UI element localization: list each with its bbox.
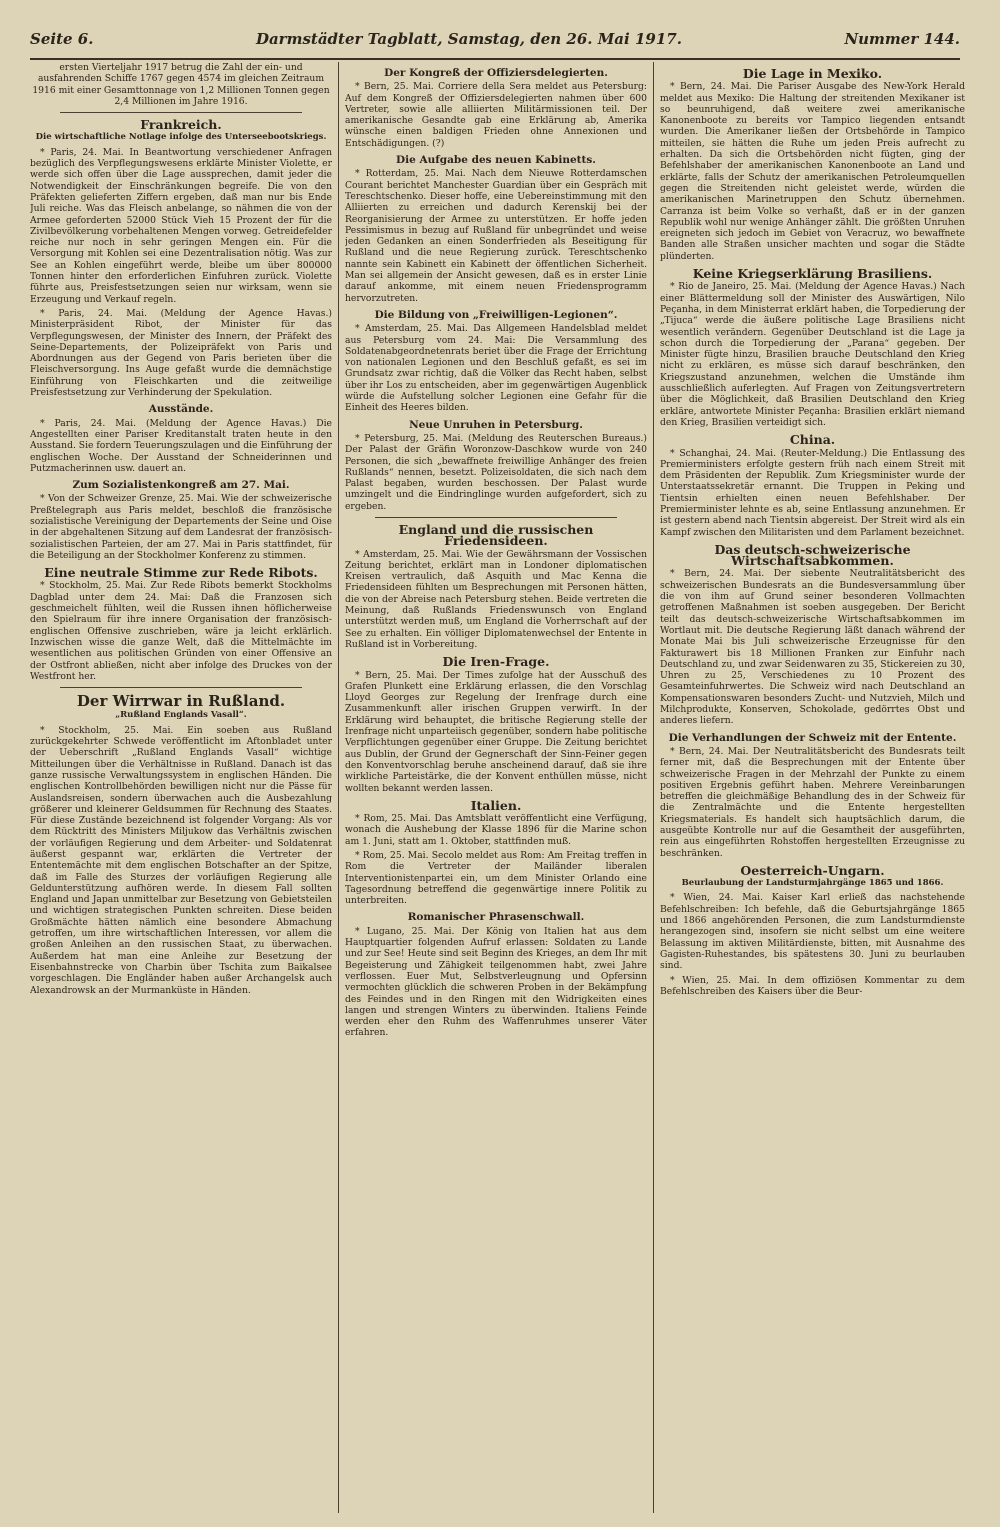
article-heading: Eine neutrale Stimme zur Rede Ribots.	[44, 565, 318, 581]
article-text: * Rom, 25. Mai. Das Amtsblatt veröffentlicht eine Verfügung, wonach die Aushebung der Klasse 1896 für die Marine schon am 1. Juni, statt am 1. Oktober, stattfinden muß.	[345, 813, 647, 847]
newspaper-title: Darmstädter Tagblatt, Samstag, den 26. Mai 1917.	[255, 30, 682, 48]
section-heading: Das deutsch-schweizerische Wirtschaftsabkommen.	[714, 541, 911, 569]
separator	[60, 112, 302, 113]
article-text: ersten Vierteljahr 1917 betrug die Zahl der ein- und ausfahrenden Schiffe 1767 gegen 4574 im gleichen Zeitraum 1916 mit einer Gesamttonnage von 1,2 Millionen Tonnen gegen 2,4 Millionen im Jahre 1916.	[32, 62, 330, 107]
article-text: * Bern, 24. Mai. Der Neutralitätsbericht des Bundesrats teilt ferner mit, daß die Besprechungen mit der Entente über schweizerische Fragen in der Mehrzahl der Punkte zu einem positiven Ergebnis geführt haben. Mehrere Vereinbarungen betreffen die gleichmäßige Behandlung des in der Schweiz für die Zentralmächte und die Entente hergestellten Kriegsmaterials. Es handelt sich hauptsächlich darum, die ausgeübte Kontrolle nur auf die Gesamtheit der ausgeführten, rein aus eingeführten Rohstoffen hergestellten Erzeugnisse zu beschränken.	[660, 745, 965, 859]
article-text: * Bern, 25. Mai. Corriere della Sera meldet aus Petersburg: Auf dem Kongreß der Offiziersdelegierten nahmen über 600 Vertreter, sowie alle alliierten Militärmissionen teil. Der amerikanische Gesandte gab eine Erklärung ab, Amerika wünsche einen baldigen Frieden ohne Annexionen und Entschädigungen. (?)	[345, 81, 647, 149]
column-divider	[653, 62, 654, 1513]
page-number: Seite 6.	[30, 30, 94, 48]
section-heading: Frankreich.	[140, 117, 222, 133]
column-2	[345, 62, 647, 1517]
article-heading: Zum Sozialistenkongreß am 27. Mai.	[72, 479, 290, 492]
article-text: * Petersburg, 25. Mai. (Meldung des Reuterschen Bureaus.) Der Palast der Gräfin Woronzow-Daschkow wurde von 240 Personen, die sich „bewaffnete freiwillige Anhänger des freien Rußlands“ nennen, besetzt. Polizeisoldaten, die sich nach dem Palast begaben, wurden beschossen. Der Palast wurde umzingelt und die Eindringlinge wurden aufgefordert, sich zu ergeben.	[345, 432, 647, 512]
article-text: * Rotterdam, 25. Mai. Nach dem Nieuwe Rotterdamschen Courant berichtet Manchester Guardian über ein Gespräch mit Tereschtschenko. Dieser hoffe, eine Uebereinstimmung mit den Alliierten zu erreichen und dadurch Kerenskij bei der Reorganisierung der Armee zu unterstützen. Er hoffe jeden Pessimismus in bezug auf Rußland für unbegründet und weise jeden Gedanken an einen Sonderfrieden als Beseitigung für Rußland und die neue Regierung zurück. Tereschtschenko nannte sein Kabinett ein Kabinett der öffentlichen Sicherheit. Man sei allgemein der Ansicht gewesen, daß es in erster Linie darauf ankomme, mit einem neuen Friedensprogramm hervorzutreten.	[345, 168, 647, 304]
section-heading: Oesterreich-Ungarn.	[740, 862, 885, 878]
article-text: * Wien, 24. Mai. Kaiser Karl erließ das nachstehende Befehlschreiben: Ich befehle, daß die Geburtsjahrgänge 1865 und 1866 angehörenden Personen, die zum Landsturmdienste herangezogen sind, insofern sie nicht selbst um eine weitere Belassung im aktiven Militärdienste, bitten, mit Ausnahme des Gagisten-Ruhestandes, bis spätestens 30. Juni zu beurlauben sind.	[660, 892, 965, 972]
article-text: * Bern, 25. Mai. Der Times zufolge hat der Ausschuß des Grafen Plunkett eine Erklärung erlassen, die den Vorschlag Lloyd Georges zur Regelung der Irenfrage durch eine Zusammenkunft aller irischen Gruppen verwirft. In der Erklärung wird behauptet, die britische Regierung stelle der Irenfrage nicht unparteiisch gegenüber, sondern habe politische Verpflichtungen gegenüber einer Gruppe. Die Zeitung berichtet aus Dublin, der Grund der Gegnerschaft der Sinn-Feiner gegen den Konventvorschlag beruhe anscheinend darauf, daß sie ihre wirkliche Parteistärke, die der Konvent enthüllen müsse, nicht wollten bekannt werden lassen.	[345, 669, 647, 794]
article-subheading: Die wirtschaftliche Notlage infolge des Unterseebootskriegs.	[35, 132, 327, 143]
article-text: * Paris, 24. Mai. (Meldung der Agence Havas.) Ministerpräsident Ribot, der Minister für das Verpflegungswesen, der Minister des Innern, der Präfekt des Seine-Departements, der Polizeipräfekt von Paris und Abordnungen aus der Gegend von Paris berieten über die Fleischversorgung. Ins Auge gefaßt wurde die demnächstige Einführung von Fleischkarten und die zeitweilige Preisfestsetzung zur Verhinderung der Spekulation.	[30, 307, 332, 399]
page-header	[30, 30, 960, 60]
article-text: * Lugano, 25. Mai. Der König von Italien hat aus dem Hauptquartier folgenden Aufruf erlassen: Soldaten zu Lande und zur See! Heute sind seit Beginn des Krieges, an dem Ihr mit Begeisterung und Zähigkeit teilgenommen habt, zwei Jahre verflossen. Euer Mut, Selbstverleugnung und Opfersinn vermochten glücklich die schweren Proben in der Bekämpfung des Feindes und in den Ringen mit den Widrigkeiten eines langen und strengen Winters zu überwinden. Italiens Feinde werden eher den Ruhm des Waffenruhmes unserer Väter erfahren.	[345, 925, 647, 1039]
section-heading: China.	[789, 432, 836, 448]
separator	[60, 687, 302, 688]
section-heading: Italien.	[470, 797, 522, 813]
article-text: * Stockholm, 25. Mai. Zur Rede Ribots bemerkt Stockholms Dagblad unter dem 24. Mai: Daß die Franzosen sich geschmeichelt fühlten, weil die Russen ihnen höflicherweise den Spielraum für ihre innere Organisation der französisch-englischen Offensive zuschrieben, wäre ja leicht erklärlich. Inzwischen wisse die ganze Welt, daß die Mittelmächte im wesentlichen aus politischen Gründen von einer Offensive an der Ostfront abließen, nicht aber infolge des Druckes von der Westfront her.	[30, 580, 332, 682]
article-subheading: „Rußland Englands Vasall“.	[115, 710, 247, 721]
article-heading: Der Kongreß der Offiziersdelegierten.	[384, 67, 608, 79]
article-heading: Neue Unruhen in Petersburg.	[409, 418, 583, 431]
article-text: * Wien, 25. Mai. In dem offiziösen Kommentar zu dem Befehlschreiben des Kaisers über die Beur-	[660, 974, 965, 997]
article-subheading: Beurlaubung der Landsturmjahrgänge 1865 und 1866.	[681, 878, 944, 889]
column-divider	[338, 62, 339, 1513]
article-text: * Von der Schweizer Grenze, 25. Mai. Wie der schweizerische Preßtelegraph aus Paris meldet, beschloß die französische sozialistische Vereinigung der Departements der Seine und Oise in der abgehaltenen Sitzung auf dem Landesrat der französisch-sozialistischen Parteien, der am 27. Mai in Paris stattfindet, für die Beteiligung an der Stockholmer Konferenz zu stimmen.	[30, 493, 332, 561]
article-heading: Ausstände.	[148, 403, 214, 416]
column-3	[660, 62, 965, 1517]
article-text: * Schanghai, 24. Mai. (Reuter-Meldung.) Die Entlassung des Premierministers erfolgte gestern früh nach einem Streit mit dem Präsidenten der Republik. Zum Kriegsminister wurde der Unterstaatssekretär ernannt. Die Truppen in Peking und Tientsin erhielten einen neuen Befehlshaber. Der Premierminister lehnte es ab, seine Entlassung anzunehmen. Er ist gestern abend nach Tientsin abgereist. Der Streit wird als ein Kampf zwischen den Militaristen und dem Parlament bezeichnet.	[660, 447, 965, 538]
section-heading: Keine Kriegserklärung Brasiliens.	[692, 266, 933, 282]
article-text: * Bern, 24. Mai. Der siebente Neutralitätsbericht des schweizerischen Bundesrats an die Bundesversammlung über die von ihm auf Grund seiner besonderen Vollmachten getroffenen Maßnahmen ist soeben ausgegeben. Der Bericht teilt das deutsch-schweizerische Wirtschaftsabkommen im Wortlaut mit. Die deutsche Regierung läßt danach während der Monate Mai bis Juli schweizerische Erzeugnisse für den Fakturawert bis 18 Millionen Franken zur Einfuhr nach Deutschland zu, und zwar Seidenwaren zu 35, Stickereien zu 30, Uhren zu 25, Verschiedenes zu 10 Prozent des Gesamteinfuhrwertes. Die Schweiz wird nach Deutschland an Kompensationswaren besonders Zucht- und Nutzvieh, Milch und Milchprodukte, Konserven, Schokolade, gedörrtes Obst und anderes liefern.	[660, 568, 965, 727]
article-heading: Die Aufgabe des neuen Kabinetts.	[396, 154, 596, 167]
article-text: * Paris, 24. Mai. (Meldung der Agence Havas.) Die Angestellten einer Pariser Kreditanstalt traten heute in den Ausstand. Sie fordern Teuerungszulagen und die Einführung der englischen Woche. Der Ausstand der Schneiderinnen und Putzmacherinnen usw. dauert an.	[30, 417, 332, 474]
article-heading: Die Verhandlungen der Schweiz mit der Entente.	[668, 731, 957, 744]
section-heading: England und die russischen Friedensideen.	[398, 521, 594, 549]
article-text: * Paris, 24. Mai. In Beantwortung verschiedener Anfragen bezüglich des Verpflegungswesens erklärte Minister Violette, er werde sich offen über die Lage aussprechen, damit jeder die Notwendigkeit der Einschränkungen begreife. Die von den Präfekten gelieferten Ziffern ergeben, daß man nur bis Ende Juli reiche. Was das Fleisch anbelange, so nähmen die von der Armee geforderten 52000 Stück Vieh 15 Prozent der für die Zivilbevölkerung vorbehaltenen Mengen vorweg. Getreidefelder reiche nur noch in sehr geringen Mengen ein. Für die Versorgung mit Kohlen sei eine Dezentralisation nötig. Was zur See an Kohlen eingeführt werde, bleibe um über 800000 Tonnen hinter den erforderlichen Einfuhren zurück. Violette führte aus, Preisfestsetzungen seien nur wirksam, wenn sie Erzeugung und Verkauf regeln.	[30, 146, 332, 305]
article-text: * Stockholm, 25. Mai. Ein soeben aus Rußland zurückgekehrter Schwede veröffentlicht im Aftonbladet unter der Ueberschrift „Rußland Englands Vasall“ wichtige Mitteilungen über die Verhältnisse in Rußland. Danach ist das ganze russische Verwaltungssystem in englischen Händen. Die englischen Kontrollbehörden bewilligen nicht nur die Pässe für Auslandsreisen, sondern überwachen auch die Ausbezahlung größerer und kleinerer Geldsummen für Rechnung des Staates. Für diese Zustände bezeichnend ist folgender Vorgang: Als vor dem Rücktritt des Ministers Miljukow das Verhältnis zwischen der vorläufigen Regierung und dem Arbeiter- und Soldatenrat äußerst gespannt war, erklärten die Vertreter der Ententemächte mit dem englischen Botschafter an der Spitze, daß im Falle des Sturzes der vorläufigen Regierung alle Geldunterstützung aufhören werde. In diesem Fall sollten England und Japan unmittelbar zur Besetzung von Gebietsteilen und wichtigen strategischen Punkten schreiten. Diese beiden Großmächte hätten nämlich eine besondere Abmachung getroffen, um ihre wirtschaftlichen Interessen, vor allem die großen Anleihen an den russischen Staat, zu überwachen. Außerdem hat man eine Anleihe zur Besetzung der Eisenbahnstrecke von Charbin über Tschita zum Baikalsee vorgeschlagen. Die Engländer haben außer Archangelsk auch Alexandrowsk an der Murmanküste in Händen.	[30, 724, 332, 996]
article-text: * Rom, 25. Mai. Secolo meldet aus Rom: Am Freitag treffen in Rom die Vertreter der Mailänder liberalen Interventionistenpartei ein, um dem Minister Orlando eine Tagesordnung betreffend die gegenwärtige innere Politik zu unterbreiten.	[345, 850, 647, 907]
article-text: * Rio de Janeiro, 25. Mai. (Meldung der Agence Havas.) Nach einer Blättermeldung soll der Minister des Auswärtigen, Nilo Peçanha, in dem Ministerrat erklärt haben, die Torpedierung der „Tijuca“ werde die äußere politische Lage Brasiliens nicht wesentlich verändern. Gegenüber Deutschland ist die Lage ja schon durch die Torpedierung der „Parana“ gegeben. Der Minister fügte hinzu, Brasilien brauche Deutschland den Krieg nicht zu erklären, es müsse sich darauf beschränken, den Kriegszustand anzunehmen, welchen die Umstände ihm ausschließlich auferlegten. Auf Fragen von Zeitungsvertretern über die Möglichkeit, daß Brasilien Deutschland den Krieg erkläre, antwortete Minister Peçanha: Brasilien erklärt niemand den Krieg, Brasilien verteidigt sich.	[660, 281, 965, 428]
section-heading: Die Iren-Frage.	[442, 654, 550, 670]
article-text: * Amsterdam, 25. Mai. Wie der Gewährsmann der Vossischen Zeitung berichtet, erklärt man in Londoner diplomatischen Kreisen vertraulich, daß Asquith und Mac Kenna die Friedensideen fühlten um Besprechungen mit Personen hätten, die von der Abreise nach Petersburg stehen. Beide vertreten die Meinung, daß Rußlands Friedenswunsch von England unterstützt werden muß, um England die Vorherrschaft auf der See zu erhalten. Ein völliger Diplomatenwechsel der Entente in Rußland ist in Vorbereitung.	[345, 548, 647, 650]
section-heading: Der Wirrwar in Rußland.	[76, 692, 286, 711]
issue-number: Nummer 144.	[844, 30, 960, 48]
article-heading: Die Bildung von „Freiwilligen-Legionen“.	[374, 308, 618, 321]
column-1	[30, 62, 332, 1517]
article-text: * Amsterdam, 25. Mai. Das Allgemeen Handelsblad meldet aus Petersburg vom 24. Mai: Die Versammlung des Soldatenabgeordnetenrats beriet über die Frage der Errichtung von nationalen Legionen und den Beschluß gefaßt, es sei im Grundsatz zwar richtig, daß die Völker das Recht haben, selbst über ihr Los zu entscheiden, aber im gegenwärtigen Augenblick würde die Aufstellung solcher Legionen eine Gefahr für die Einheit des Heeres bilden.	[345, 323, 647, 414]
separator	[375, 517, 617, 518]
article-heading: Romanischer Phrasenschwall.	[407, 911, 585, 924]
article-text: * Bern, 24. Mai. Die Pariser Ausgabe des New-York Herald meldet aus Mexiko: Die Haltung der streitenden Mexikaner ist so beunruhigend, daß weitere zwei amerikanische Kanonenboote zu bereits vor Tampico liegenden entsandt wurden. Die Amerikaner ließen der Ortsbehörde in Tampico mitteilen, sie hätten die Ruhe um jeden Preis aufrecht zu erhalten. Da sich die Ortsbehörden nicht fügten, ging der Befehlshaber der amerikanischen Kanonenboote an Land und erklärte, falls der Schutz der amerikanischen Petroleumquellen gegen die Streitenden nicht geleistet werde, würden die amerikanischen Marinetruppen den Schutz übernehmen. Carranza ist beim Volke so verhaßt, daß er in der ganzen Republik wohl nur wenige Anhänger zählt. Die größten Unruhen ereigneten sich jedoch im Gebiet von Veracruz, wo bewaffnete Banden alle Straßen unsicher machten und sogar die Städte plünderten.	[660, 81, 965, 262]
section-heading: Die Lage in Mexiko.	[742, 66, 883, 81]
